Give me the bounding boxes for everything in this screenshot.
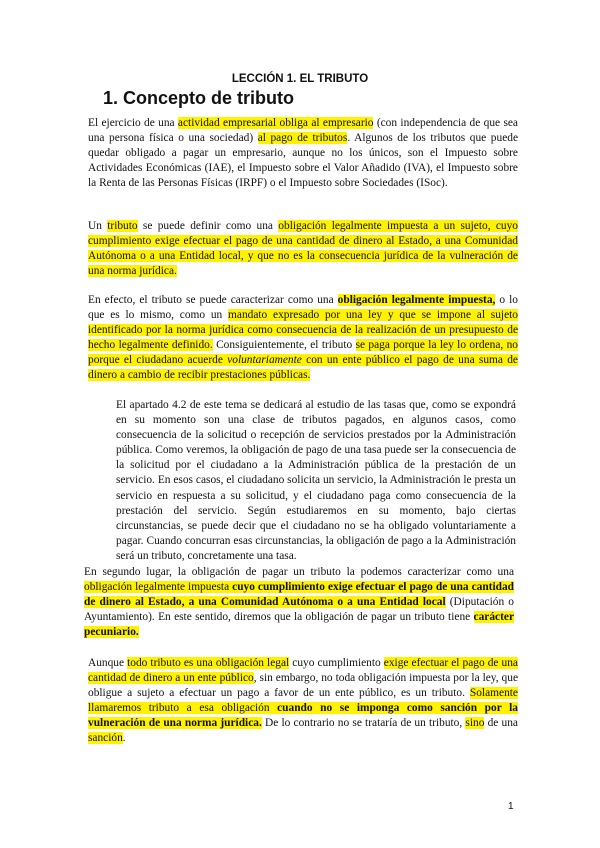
- text-run: Consiguientemente, el tributo: [212, 339, 356, 352]
- text-run: Aunque: [88, 657, 128, 669]
- text-run: cuyo cumplimiento: [289, 657, 384, 669]
- indented-paragraph: [116, 398, 516, 564]
- highlighted-text: todo tributo es una obligación legal: [127, 657, 290, 669]
- paragraph-3: [88, 293, 518, 384]
- text-run: .: [122, 732, 126, 745]
- highlighted-text: al pago de tributos: [257, 132, 348, 145]
- text-run: El apartado 4.2 de este tema se dedicará al estudio de las tasas que, como se expondrá en su momento son una clase de tributos pagados, en algunos casos, como consecuencia de la solicitud o recepción de servicios prestados por la Administración pública. Como veremos, la obligación de pago de una tasa puede ser la consecuencia de la solicitud por el ciudadano a la Administración pública de la prestación de un servicio. En esos casos, el ciudadano solicita un servicio, la Administración le presta un servicio en respuesta a su solicitud, y el ciudadano paga como consecuencia de la prestación del servicio. Según estudiaremos en su momento, bajo ciertas circunstancias, se puede decir que el ciudadano no se ha obligado voluntariamente a pagar. Cuando concurran esas circunstancias, la obligación de pago a la Administración será un tributo, concretamente una tasa.: [116, 399, 516, 562]
- text-run: o lo que es lo mismo, como un: [88, 294, 518, 322]
- highlighted-text: sino: [465, 717, 485, 730]
- text-run: de una: [484, 717, 518, 730]
- text-run: De lo contrario no se trataría de un tributo,: [261, 717, 466, 730]
- highlighted-text: con un ente público el pago de una suma de dinero a cambio de recibir prestaciones públicas.: [88, 354, 518, 382]
- highlighted-text: obligación legalmente impuesta: [84, 581, 233, 594]
- highlighted-text: mandato expresado por una ley y que se impone al sujeto identificado por la norma jurídica como consecuencia de la realización de un presupuesto de hecho legalmente definido.: [88, 309, 518, 352]
- text-run: (Diputación o Ayuntamiento). En este sentido, diremos que la obligación de pagar un tributo tiene: [84, 596, 514, 624]
- text-run: , sin embargo, no toda obligación impuesta por la ley, que obligue a sujeto a efectuar un pago a favor de un ente público, es un tributo.: [88, 672, 518, 700]
- paragraph-6: [88, 656, 518, 747]
- highlighted-text: obligación legalmente impuesta,: [337, 294, 496, 306]
- highlighted-text: cuando no se imponga como sanción por la vulneración de una norma jurídica.: [88, 702, 518, 730]
- text-run: . Algunos de los tributos que puede quedar obligado a pagar un empresario, aunque no los únicos, son el Impuesto sobre Actividades Económicas (IAE), el Impuesto sobre el Valor Añadido (IVA), el Impuesto sobre la Renta de las Personas Físicas (IRPF) o el Impuesto sobre Sociedades (ISoc).: [88, 132, 518, 190]
- highlighted-text: tributo: [107, 220, 138, 232]
- text-run: En segundo lugar, la obligación de pagar un tributo la podemos caracterizar como una: [84, 566, 514, 578]
- highlighted-text: se paga porque la ley lo ordena, no porque el ciudadano acuerde: [88, 339, 519, 367]
- paragraph-5: [84, 565, 514, 640]
- section-title: 1. Concepto de tributo: [103, 88, 294, 108]
- highlighted-text: cuyo cumplimiento exige efectuar el pago de una cantidad de dinero al Estado, a una Comunidad Autónoma o a una Entidad local: [84, 581, 514, 609]
- highlighted-text: carácter pecuniario.: [84, 611, 514, 639]
- lesson-title: LECCIÓN 1. EL TRIBUTO: [231, 73, 369, 85]
- text-run: Un: [88, 220, 108, 232]
- highlighted-text: sanción: [88, 732, 123, 745]
- highlighted-text: Solamente llamaremos tributo a esa obligación: [88, 687, 518, 715]
- text-run: se puede definir como una: [137, 220, 279, 232]
- highlighted-text: actividad empresarial obliga al empresario: [177, 117, 374, 129]
- text-run: (con independencia de que sea una persona física o una sociedad): [88, 117, 518, 145]
- paragraph-1: [88, 116, 518, 191]
- highlighted-text: voluntariamente: [227, 354, 302, 367]
- page-number: 1: [508, 801, 514, 812]
- text-run: El ejercicio de una: [88, 117, 178, 129]
- highlighted-text: exige efectuar el pago de una cantidad de dinero a un ente público: [88, 657, 518, 685]
- highlighted-text: obligación legalmente impuesta a un sujeto, cuyo cumplimiento exige efectuar el pago de una cantidad de dinero al Estado, a una Comunidad Autónoma o a una Entidad local, y que no es la consecuencia jurídica de la vulneración de una norma jurídica.: [88, 220, 518, 278]
- paragraph-2: [88, 219, 518, 279]
- text-run: En efecto, el tributo se puede caracterizar como una: [88, 294, 338, 306]
